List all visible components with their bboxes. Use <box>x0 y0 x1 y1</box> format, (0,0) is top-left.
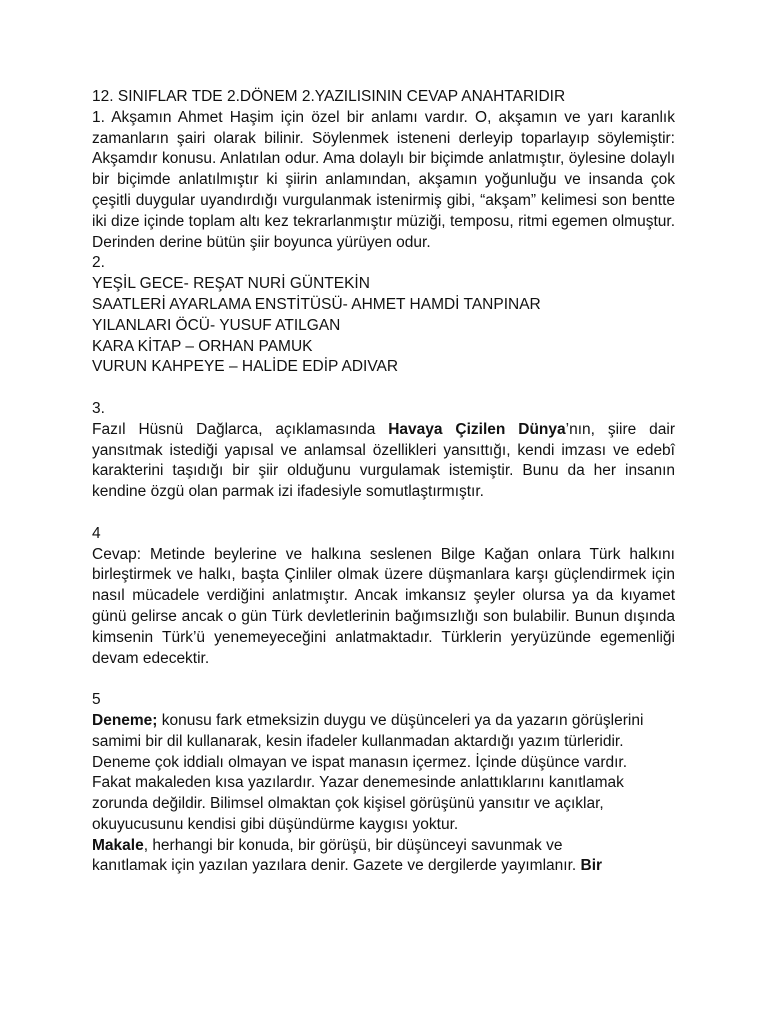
answer-5-line: samimi bir dil kullanarak, kesin ifadeler kullanmadan aktardığı yazım türleridir. <box>92 732 624 750</box>
answer-2-item: YILANLARI ÖCÜ- YUSUF ATILGAN <box>92 316 341 334</box>
answer-5-line: Fakat makaleden kısa yazılardır. Yazar denemesinde anlattıklarını kanıtlamak <box>92 774 624 792</box>
document-title: 12. SINIFLAR TDE 2.DÖNEM 2.YAZILISININ CEVAP ANAHTARIDIR <box>92 88 566 105</box>
answer-3 <box>92 420 675 503</box>
spacer <box>92 669 675 690</box>
answer-5-line <box>92 711 675 732</box>
answer-5-bold-tail: Bir <box>580 857 603 875</box>
answer-5-number: 5 <box>92 691 101 709</box>
answer-5-term-makale: Makale <box>92 836 144 854</box>
answer-5-line-text: , herhangi bir konuda, bir görüşü, bir düşünceyi savunmak ve <box>143 836 563 854</box>
answer-2-item: KARA KİTAP – ORHAN PAMUK <box>92 337 313 355</box>
answer-4: Cevap: Metinde beylerine ve halkına seslenen Bilge Kağan onlara Türk halkını birleştirmek ve halkı, başta Çinliler olmak üzere düşmanlara karşı güçlendirmek için nasıl mücadele verdiğini anlatmıştır. Ancak imkansız şeyler olursa ya da kıyamet günü gelirse ancak o gün Türk devletlerinin bağımsızlığı son bulabilir. Bunun dışında kimsenin Türk’ü yenemeyeceğini anlatmaktadır. Türklerin yeryüzünde egemenliği devam edecektir. <box>92 545 675 667</box>
answer-5-line: Deneme çok iddialı olmayan ve ispat manasın içermez. İçinde düşünce vardır. <box>92 753 628 771</box>
document-body <box>92 87 675 877</box>
answer-2-item: YEŞİL GECE- REŞAT NURİ GÜNTEKİN <box>92 275 370 293</box>
answer-5-line-text: konusu fark etmeksizin duygu ve düşünceleri ya da yazarın görüşlerini <box>157 711 644 729</box>
spacer <box>92 378 675 399</box>
answer-5-line <box>92 856 675 877</box>
answer-2-item: VURUN KAHPEYE – HALİDE EDİP ADIVAR <box>92 358 399 376</box>
answer-5-line <box>92 836 675 857</box>
answer-3-text-start: Fazıl Hüsnü Dağlarca, açıklamasında <box>92 420 389 438</box>
spacer <box>92 503 675 524</box>
answer-5-line-text: kanıtlamak için yazılan yazılara denir. Gazete ve dergilerde yayımlanır. <box>92 857 581 875</box>
answer-3-number: 3. <box>92 399 105 417</box>
answer-5-line: okuyucusunu kendisi gibi düşündürme kaygısı yoktur. <box>92 815 459 833</box>
answer-5-term-deneme: Deneme; <box>92 711 158 729</box>
answer-3-book-title: Havaya Çizilen Dünya <box>388 420 566 438</box>
answer-2-item: SAATLERİ AYARLAMA ENSTİTÜSÜ- AHMET HAMDİ TANPINAR <box>92 295 541 313</box>
answer-5-line: zorunda değildir. Bilimsel olmaktan çok kişisel görüşünü yansıtır ve açıklar, <box>92 795 604 813</box>
answer-1: 1. Akşamın Ahmet Haşim için özel bir anlamı vardır. O, akşamın ve yarı karanlık zamanların şairi olarak bilinir. Söylenmek isteneni derleyip toparlayıp söylemiştir: Akşamdır konusu. Anlatılan odur. Ama dolaylı bir biçimde anlatmıştır, öylesine dolaylı bir biçimde anlatılmıştır ki şiirin anlamından, akşamın yoğunluğu ve insanda çok çeşitli duygular uyandırdığı vurgulanmak istenirmiş gibi, “akşam” kelimesi son bentte iki dize içinde toplam altı kez tekrarlanmıştır müziği, temposu, ritmi egemen olmuştur. Derinden derine bütün şiir boyunca yürüyen odur. <box>92 108 675 251</box>
answer-2-number: 2. <box>92 254 105 272</box>
answer-3-text-end: ’nın, şiire dair yansıtmak istediği yapısal ve anlamsal özellikleri yansıttığı, kendi imzası ve edebî karakterini taşıdığı bir şiir olduğunu vurgulamak istemiştir. Bunu da her insanın kendine özgü olan parmak izi ifadesiyle somutlaştırmıştır. <box>92 420 675 501</box>
answer-4-number: 4 <box>92 524 101 542</box>
